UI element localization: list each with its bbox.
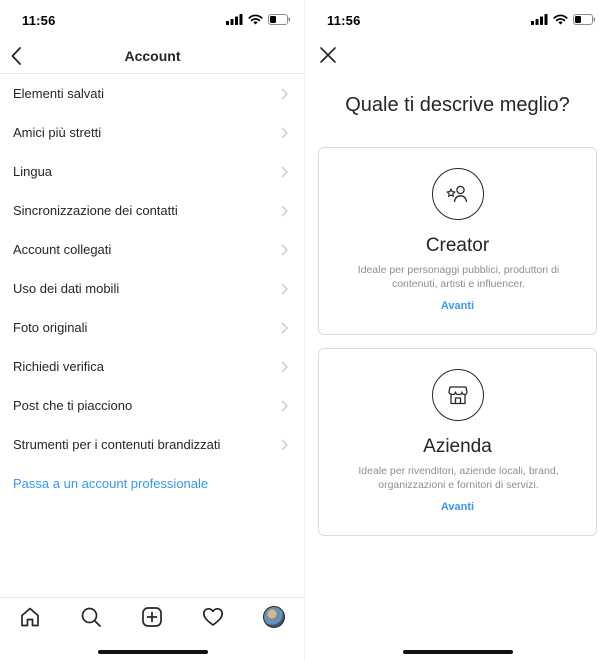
chevron-right-icon bbox=[281, 322, 288, 334]
signal-icon bbox=[531, 14, 548, 25]
wifi-icon bbox=[248, 14, 263, 25]
back-button[interactable] bbox=[6, 44, 28, 68]
bottom-tab-bar bbox=[0, 597, 305, 637]
menu-item-branded-content[interactable] bbox=[0, 425, 305, 464]
menu-item-contacts-sync[interactable] bbox=[0, 191, 305, 230]
tab-new-post[interactable] bbox=[139, 604, 165, 630]
switch-to-professional-link[interactable]: Passa a un account professionale bbox=[13, 476, 209, 491]
menu-item-saved[interactable] bbox=[0, 74, 305, 113]
battery-icon bbox=[573, 14, 596, 25]
tab-activity[interactable] bbox=[200, 604, 226, 630]
status-bar bbox=[0, 0, 305, 40]
status-time: 11:56 bbox=[22, 13, 56, 28]
status-bar bbox=[305, 0, 610, 40]
activity-heart-icon bbox=[202, 606, 224, 628]
signal-icon bbox=[226, 14, 243, 25]
account-type-screen bbox=[305, 0, 610, 660]
chevron-right-icon bbox=[281, 361, 288, 373]
chevron-right-icon bbox=[281, 88, 288, 100]
question-title: Quale ti descrive meglio? bbox=[345, 94, 570, 116]
menu-item-request-verification[interactable] bbox=[0, 347, 305, 386]
menu-item-label: Sincronizzazione dei contatti bbox=[13, 203, 178, 218]
menu-item-liked-posts[interactable] bbox=[0, 386, 305, 425]
chevron-right-icon bbox=[281, 205, 288, 217]
chevron-right-icon bbox=[281, 439, 288, 451]
menu-item-label: Foto originali bbox=[13, 320, 88, 335]
battery-icon bbox=[268, 14, 291, 25]
chevron-right-icon bbox=[281, 244, 288, 256]
close-button[interactable] bbox=[319, 46, 337, 64]
menu-item-label: Strumenti per i contenuti brandizzati bbox=[13, 437, 221, 452]
business-next-button[interactable]: Avanti bbox=[440, 501, 475, 513]
profile-avatar bbox=[263, 606, 285, 628]
shop-icon bbox=[447, 384, 469, 406]
settings-menu-list bbox=[0, 74, 305, 464]
menu-item-original-photos[interactable] bbox=[0, 308, 305, 347]
chevron-right-icon bbox=[281, 127, 288, 139]
menu-item-label: Amici più stretti bbox=[13, 125, 102, 140]
card-title: Azienda bbox=[423, 436, 492, 457]
chevron-left-icon bbox=[6, 44, 28, 68]
search-icon bbox=[80, 606, 102, 628]
home-indicator bbox=[403, 650, 513, 654]
chevron-right-icon bbox=[281, 166, 288, 178]
menu-item-label: Uso dei dati mobili bbox=[13, 281, 120, 296]
navigation-header bbox=[0, 40, 305, 74]
wifi-icon bbox=[553, 14, 568, 25]
creator-next-button[interactable]: Avanti bbox=[440, 300, 475, 312]
home-indicator bbox=[98, 650, 208, 654]
menu-item-close-friends[interactable] bbox=[0, 113, 305, 152]
close-icon bbox=[319, 46, 337, 64]
business-option-card[interactable] bbox=[318, 348, 597, 536]
menu-item-label: Lingua bbox=[13, 164, 53, 179]
tab-profile[interactable] bbox=[261, 604, 287, 630]
menu-item-label: Account collegati bbox=[13, 242, 112, 257]
menu-item-label: Elementi salvati bbox=[13, 86, 105, 101]
menu-item-cellular-data[interactable] bbox=[0, 269, 305, 308]
page-title: Account bbox=[124, 48, 181, 64]
menu-item-label: Post che ti piacciono bbox=[13, 398, 133, 413]
chevron-right-icon bbox=[281, 283, 288, 295]
home-icon bbox=[19, 606, 41, 628]
new-post-icon bbox=[141, 606, 163, 628]
chevron-right-icon bbox=[281, 400, 288, 412]
tab-search[interactable] bbox=[78, 604, 104, 630]
card-title: Creator bbox=[425, 235, 490, 256]
card-description: Ideale per personaggi pubblici, produttori di contenuti, artisti e influencer. bbox=[357, 264, 560, 290]
creator-icon bbox=[445, 183, 471, 205]
creator-option-card[interactable] bbox=[318, 147, 597, 335]
status-time: 11:56 bbox=[327, 13, 361, 28]
menu-item-linked-accounts[interactable] bbox=[0, 230, 305, 269]
tab-home[interactable] bbox=[17, 604, 43, 630]
menu-item-label: Richiedi verifica bbox=[13, 359, 105, 374]
menu-item-language[interactable] bbox=[0, 152, 305, 191]
card-description: Ideale per rivenditori, aziende locali, brand, organizzazioni e fornitori di servizi. bbox=[358, 465, 559, 491]
